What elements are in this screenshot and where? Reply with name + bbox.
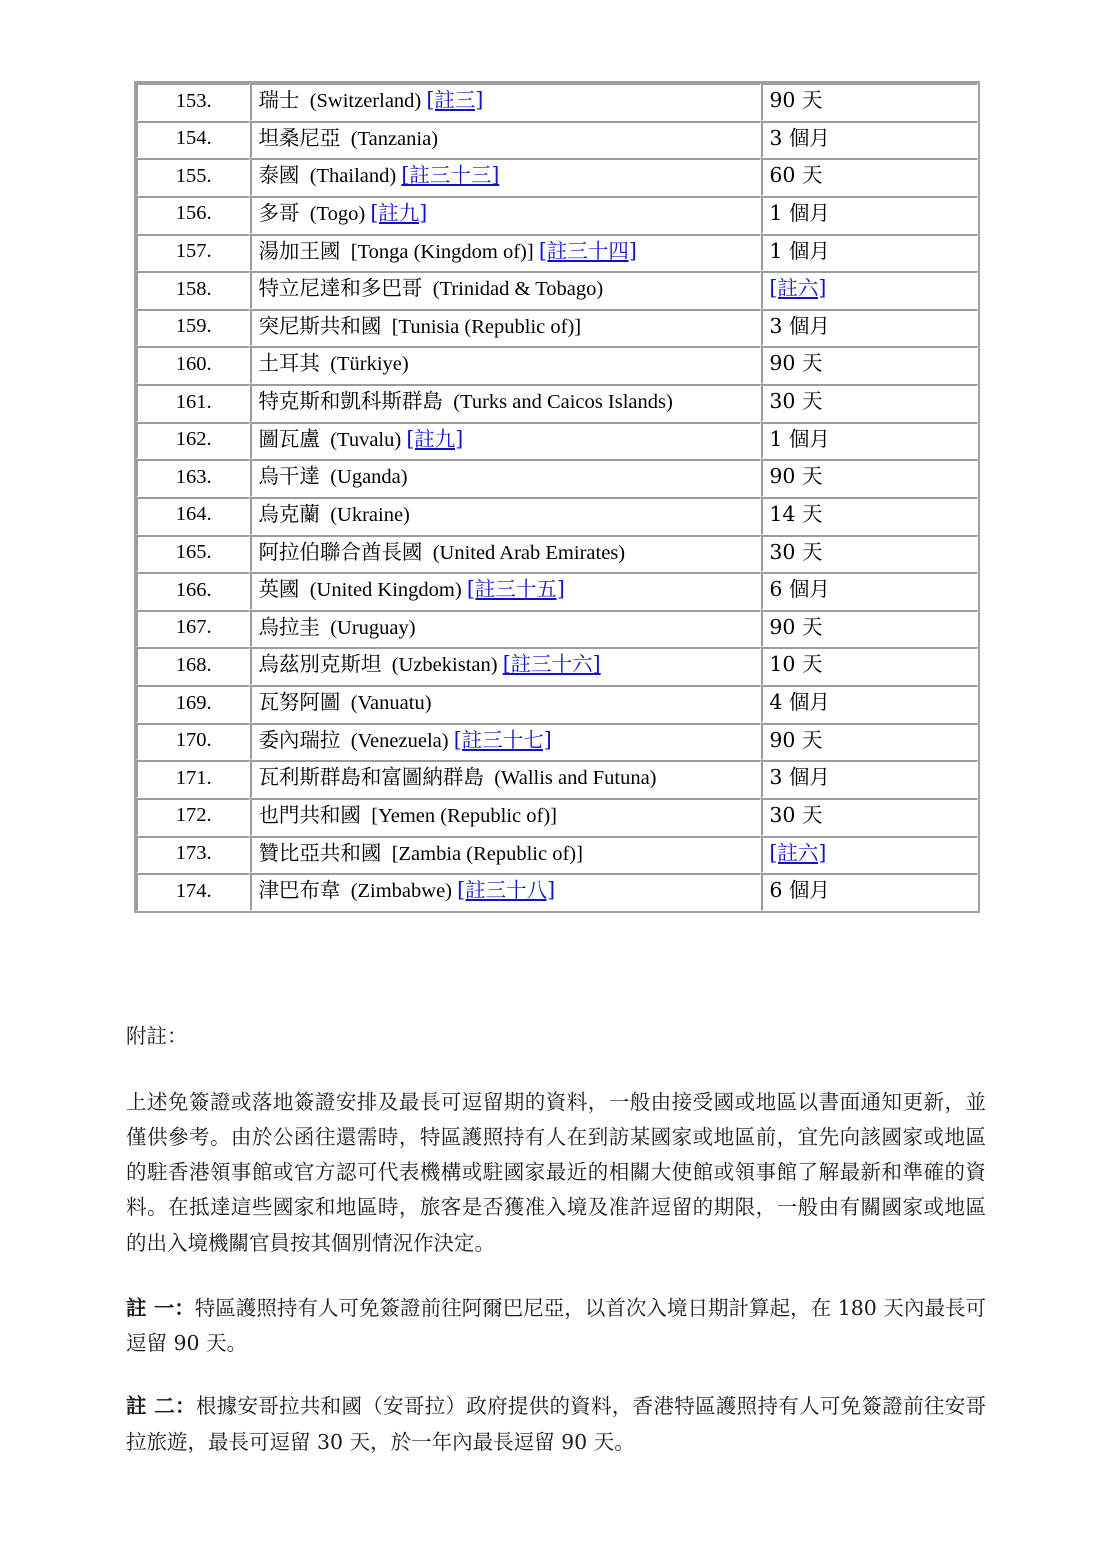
country-name-english: (Wallis and Futuna) xyxy=(494,767,657,790)
country-name-chinese: 烏克蘭 xyxy=(258,501,320,526)
country-name-chinese: 坦桑尼亞 xyxy=(258,125,341,150)
country-name-chinese: 多哥 xyxy=(258,200,300,225)
stay-duration-cell xyxy=(761,798,978,836)
table-row xyxy=(136,121,978,159)
country-name-cell xyxy=(250,535,761,573)
country-name-english: (Trinidad & Tobago) xyxy=(432,278,604,301)
row-index-cell: 167. xyxy=(136,610,250,648)
country-name-chinese: 烏干達 xyxy=(258,464,320,489)
country-name-english: (Uruguay) xyxy=(330,616,416,639)
country-name-english: (Uganda) xyxy=(330,466,408,489)
country-name-cell xyxy=(250,836,761,874)
footnote-link[interactable]: [註六] xyxy=(769,276,827,301)
row-index-cell: 153. xyxy=(136,83,250,121)
stay-duration-value: 6 個月 xyxy=(769,577,830,602)
country-name-english: (Ukraine) xyxy=(330,503,410,526)
country-name-english: (Vanuatu) xyxy=(350,692,432,714)
table-row xyxy=(136,196,978,234)
country-name-cell xyxy=(250,723,761,761)
note-2-text: 根據安哥拉共和國（安哥拉）政府提供的資料，香港特區護照持有人可免簽證前往安哥拉旅遊，最長可逗留 30 天，於一年內最長逗留 90 天。 xyxy=(126,1394,986,1454)
row-index-cell: 172. xyxy=(136,798,250,836)
stay-duration-value: 30 天 xyxy=(769,802,823,827)
country-name-chinese: 也門共和國 xyxy=(258,802,361,827)
table-body xyxy=(136,83,978,911)
row-index-cell: 162. xyxy=(136,422,250,460)
country-name-cell xyxy=(250,121,761,159)
country-name-chinese: 土耳其 xyxy=(258,351,320,376)
stay-duration-value: 14 天 xyxy=(769,501,823,526)
row-index-cell: 174. xyxy=(136,873,250,911)
table-row xyxy=(136,798,978,836)
stay-duration-value: 90 天 xyxy=(769,727,823,752)
table-row xyxy=(136,346,978,384)
country-name-cell xyxy=(250,873,761,911)
stay-duration-cell xyxy=(761,271,978,309)
country-name-cell xyxy=(250,309,761,347)
stay-duration-cell xyxy=(761,83,978,121)
row-index-cell: 173. xyxy=(136,836,250,874)
stay-duration-cell xyxy=(761,610,978,648)
table-row xyxy=(136,836,978,874)
row-index-cell: 170. xyxy=(136,723,250,761)
stay-duration-value: 6 個月 xyxy=(769,878,830,903)
table-row xyxy=(136,685,978,723)
row-index-cell: 159. xyxy=(136,309,250,347)
note-1-label: 註 一： xyxy=(126,1295,195,1320)
country-name-cell xyxy=(250,196,761,234)
country-name-cell xyxy=(250,497,761,535)
footnote-link[interactable]: [註九] xyxy=(406,426,464,451)
country-name-chinese: 特立尼達和多巴哥 xyxy=(258,276,423,301)
country-name-english: [Tonga (Kingdom of)] xyxy=(350,240,534,263)
footnote-link[interactable]: [註三十六] xyxy=(502,652,601,677)
row-index-cell: 169. xyxy=(136,685,250,723)
row-index-cell: 166. xyxy=(136,572,250,610)
stay-duration-cell xyxy=(761,158,978,196)
country-name-english: [Yemen (Republic of)] xyxy=(371,804,557,827)
table-row xyxy=(136,572,978,610)
country-name-english: (Togo) xyxy=(309,202,366,225)
table-row xyxy=(136,271,978,309)
stay-duration-value: 3 個月 xyxy=(769,125,830,150)
country-name-cell xyxy=(250,572,761,610)
table-row xyxy=(136,83,978,121)
note-1-text: 特區護照持有人可免簽證前往阿爾巴尼亞，以首次入境日期計算起，在 180 天內最長可逗留 90 天。 xyxy=(126,1295,986,1356)
country-name-cell xyxy=(250,610,761,648)
country-name-chinese: 英國 xyxy=(258,577,300,602)
country-name-chinese: 泰國 xyxy=(258,163,300,188)
stay-duration-value: 90 天 xyxy=(769,88,823,112)
country-name-cell xyxy=(250,384,761,422)
note-2-label: 註 二： xyxy=(126,1394,196,1419)
country-name-cell xyxy=(250,234,761,272)
country-name-cell xyxy=(250,271,761,309)
country-name-cell xyxy=(250,459,761,497)
visa-free-countries-table xyxy=(134,81,980,913)
footnote-link[interactable]: [註三十七] xyxy=(453,727,552,752)
country-name-chinese: 瑞士 xyxy=(258,88,300,112)
country-name-cell xyxy=(250,83,761,121)
stay-duration-cell xyxy=(761,346,978,384)
row-index-cell: 154. xyxy=(136,121,250,159)
table-row xyxy=(136,309,978,347)
stay-duration-cell xyxy=(761,234,978,272)
stay-duration-cell xyxy=(761,836,978,874)
country-name-english: (Uzbekistan) xyxy=(391,654,498,677)
stay-duration-value: 1 個月 xyxy=(769,200,830,225)
row-index-cell: 158. xyxy=(136,271,250,309)
country-name-cell xyxy=(250,346,761,384)
country-name-chinese: 湯加王國 xyxy=(258,238,341,263)
country-name-chinese: 瓦利斯群島和富圖納群島 xyxy=(258,765,484,790)
country-name-cell xyxy=(250,422,761,460)
country-name-chinese: 特克斯和凱科斯群島 xyxy=(258,389,443,413)
stay-duration-cell xyxy=(761,647,978,685)
table-row xyxy=(136,535,978,573)
row-index-cell: 164. xyxy=(136,497,250,535)
stay-duration-value: 3 個月 xyxy=(769,765,830,790)
stay-duration-cell xyxy=(761,760,978,798)
table-row xyxy=(136,459,978,497)
stay-duration-cell xyxy=(761,723,978,761)
table-row xyxy=(136,158,978,196)
country-name-cell xyxy=(250,798,761,836)
row-index-cell: 160. xyxy=(136,346,250,384)
stay-duration-cell xyxy=(761,422,978,460)
row-index-cell: 168. xyxy=(136,647,250,685)
country-name-english: (Switzerland) xyxy=(309,90,422,112)
stay-duration-value: 60 天 xyxy=(769,163,823,188)
notes-intro-paragraph: 上述免簽證或落地簽證安排及最長可逗留期的資料，一般由接受國或地區以書面通知更新，並僅供參考。由於公函往還需時，特區護照持有人在到訪某國家或地區前，宜先向該國家或地區的駐香港領事館或官方認可代表機構或駐國家最近的相關大使館或領事館了解最新和準確的資料。在抵達這些國家和地區時，旅客是否獲准入境及准許逗留的期限，一般由有關國家或地區的出入境機關官員按其個別情況作決定。 xyxy=(126,1089,986,1255)
notes-section xyxy=(126,1022,986,1488)
country-name-english: (Tuvalu) xyxy=(330,428,402,451)
stay-duration-value: 30 天 xyxy=(769,539,823,564)
note-item-1 xyxy=(126,1291,986,1362)
country-name-chinese: 烏茲別克斯坦 xyxy=(258,652,382,677)
footnote-link[interactable]: [註三十四] xyxy=(538,238,637,263)
footnote-link[interactable]: [註六] xyxy=(769,840,827,865)
row-index-cell: 156. xyxy=(136,196,250,234)
country-name-cell xyxy=(250,685,761,723)
footnote-link[interactable]: [註九] xyxy=(370,200,428,225)
country-name-english: [Tunisia (Republic of)] xyxy=(391,315,582,338)
country-name-chinese: 阿拉伯聯合酋長國 xyxy=(258,539,423,564)
table-row xyxy=(136,873,978,911)
stay-duration-value: 90 天 xyxy=(769,464,823,489)
country-name-chinese: 委內瑞拉 xyxy=(258,727,341,752)
stay-duration-value: 4 個月 xyxy=(769,690,830,714)
stay-duration-value: 10 天 xyxy=(769,652,823,677)
table-row xyxy=(136,497,978,535)
country-name-chinese: 突尼斯共和國 xyxy=(258,313,382,338)
country-name-cell xyxy=(250,760,761,798)
table-row xyxy=(136,723,978,761)
table-row xyxy=(136,647,978,685)
stay-duration-cell xyxy=(761,497,978,535)
country-name-cell xyxy=(250,647,761,685)
stay-duration-value: 1 個月 xyxy=(769,426,830,451)
stay-duration-cell xyxy=(761,121,978,159)
country-name-chinese: 瓦努阿圖 xyxy=(258,690,341,714)
notes-heading: 附註： xyxy=(126,1024,188,1048)
stay-duration-cell xyxy=(761,384,978,422)
stay-duration-cell xyxy=(761,309,978,347)
stay-duration-cell xyxy=(761,572,978,610)
footnote-link[interactable]: [註三十八] xyxy=(457,878,556,903)
table-row xyxy=(136,234,978,272)
country-name-cell xyxy=(250,158,761,196)
stay-duration-cell xyxy=(761,459,978,497)
row-index-cell: 157. xyxy=(136,234,250,272)
stay-duration-value: 1 個月 xyxy=(769,238,830,263)
table-row xyxy=(136,610,978,648)
table-row xyxy=(136,422,978,460)
country-name-english: [Zambia (Republic of)] xyxy=(391,842,583,865)
country-name-chinese: 烏拉圭 xyxy=(258,614,320,639)
stay-duration-value: 30 天 xyxy=(769,389,823,413)
country-name-english: (Türkiye) xyxy=(330,353,409,376)
country-name-english: (Thailand) xyxy=(309,165,397,188)
row-index-cell: 171. xyxy=(136,760,250,798)
country-name-english: (United Kingdom) xyxy=(309,579,462,602)
stay-duration-value: 90 天 xyxy=(769,614,823,639)
stay-duration-cell xyxy=(761,873,978,911)
row-index-cell: 163. xyxy=(136,459,250,497)
note-item-2 xyxy=(126,1389,986,1460)
stay-duration-cell xyxy=(761,196,978,234)
country-name-english: (Venezuela) xyxy=(350,729,449,752)
footnote-link[interactable]: [註三十五] xyxy=(466,577,565,602)
footnote-link[interactable]: [註三] xyxy=(426,88,484,112)
country-name-chinese: 圖瓦盧 xyxy=(258,426,320,451)
country-name-english: (Tanzania) xyxy=(350,127,439,150)
stay-duration-value: 90 天 xyxy=(769,351,823,376)
stay-duration-value: 3 個月 xyxy=(769,313,830,338)
row-index-cell: 161. xyxy=(136,384,250,422)
table-row xyxy=(136,760,978,798)
country-name-chinese: 津巴布韋 xyxy=(258,878,341,903)
country-name-english: (Zimbabwe) xyxy=(350,880,453,903)
table-row xyxy=(136,384,978,422)
footnote-link[interactable]: [註三十三] xyxy=(401,163,500,188)
country-name-english: (United Arab Emirates) xyxy=(432,541,626,564)
country-name-english: (Turks and Caicos Islands) xyxy=(453,391,673,413)
row-index-cell: 155. xyxy=(136,158,250,196)
country-name-chinese: 贊比亞共和國 xyxy=(258,840,382,865)
stay-duration-cell xyxy=(761,685,978,723)
row-index-cell: 165. xyxy=(136,535,250,573)
stay-duration-cell xyxy=(761,535,978,573)
